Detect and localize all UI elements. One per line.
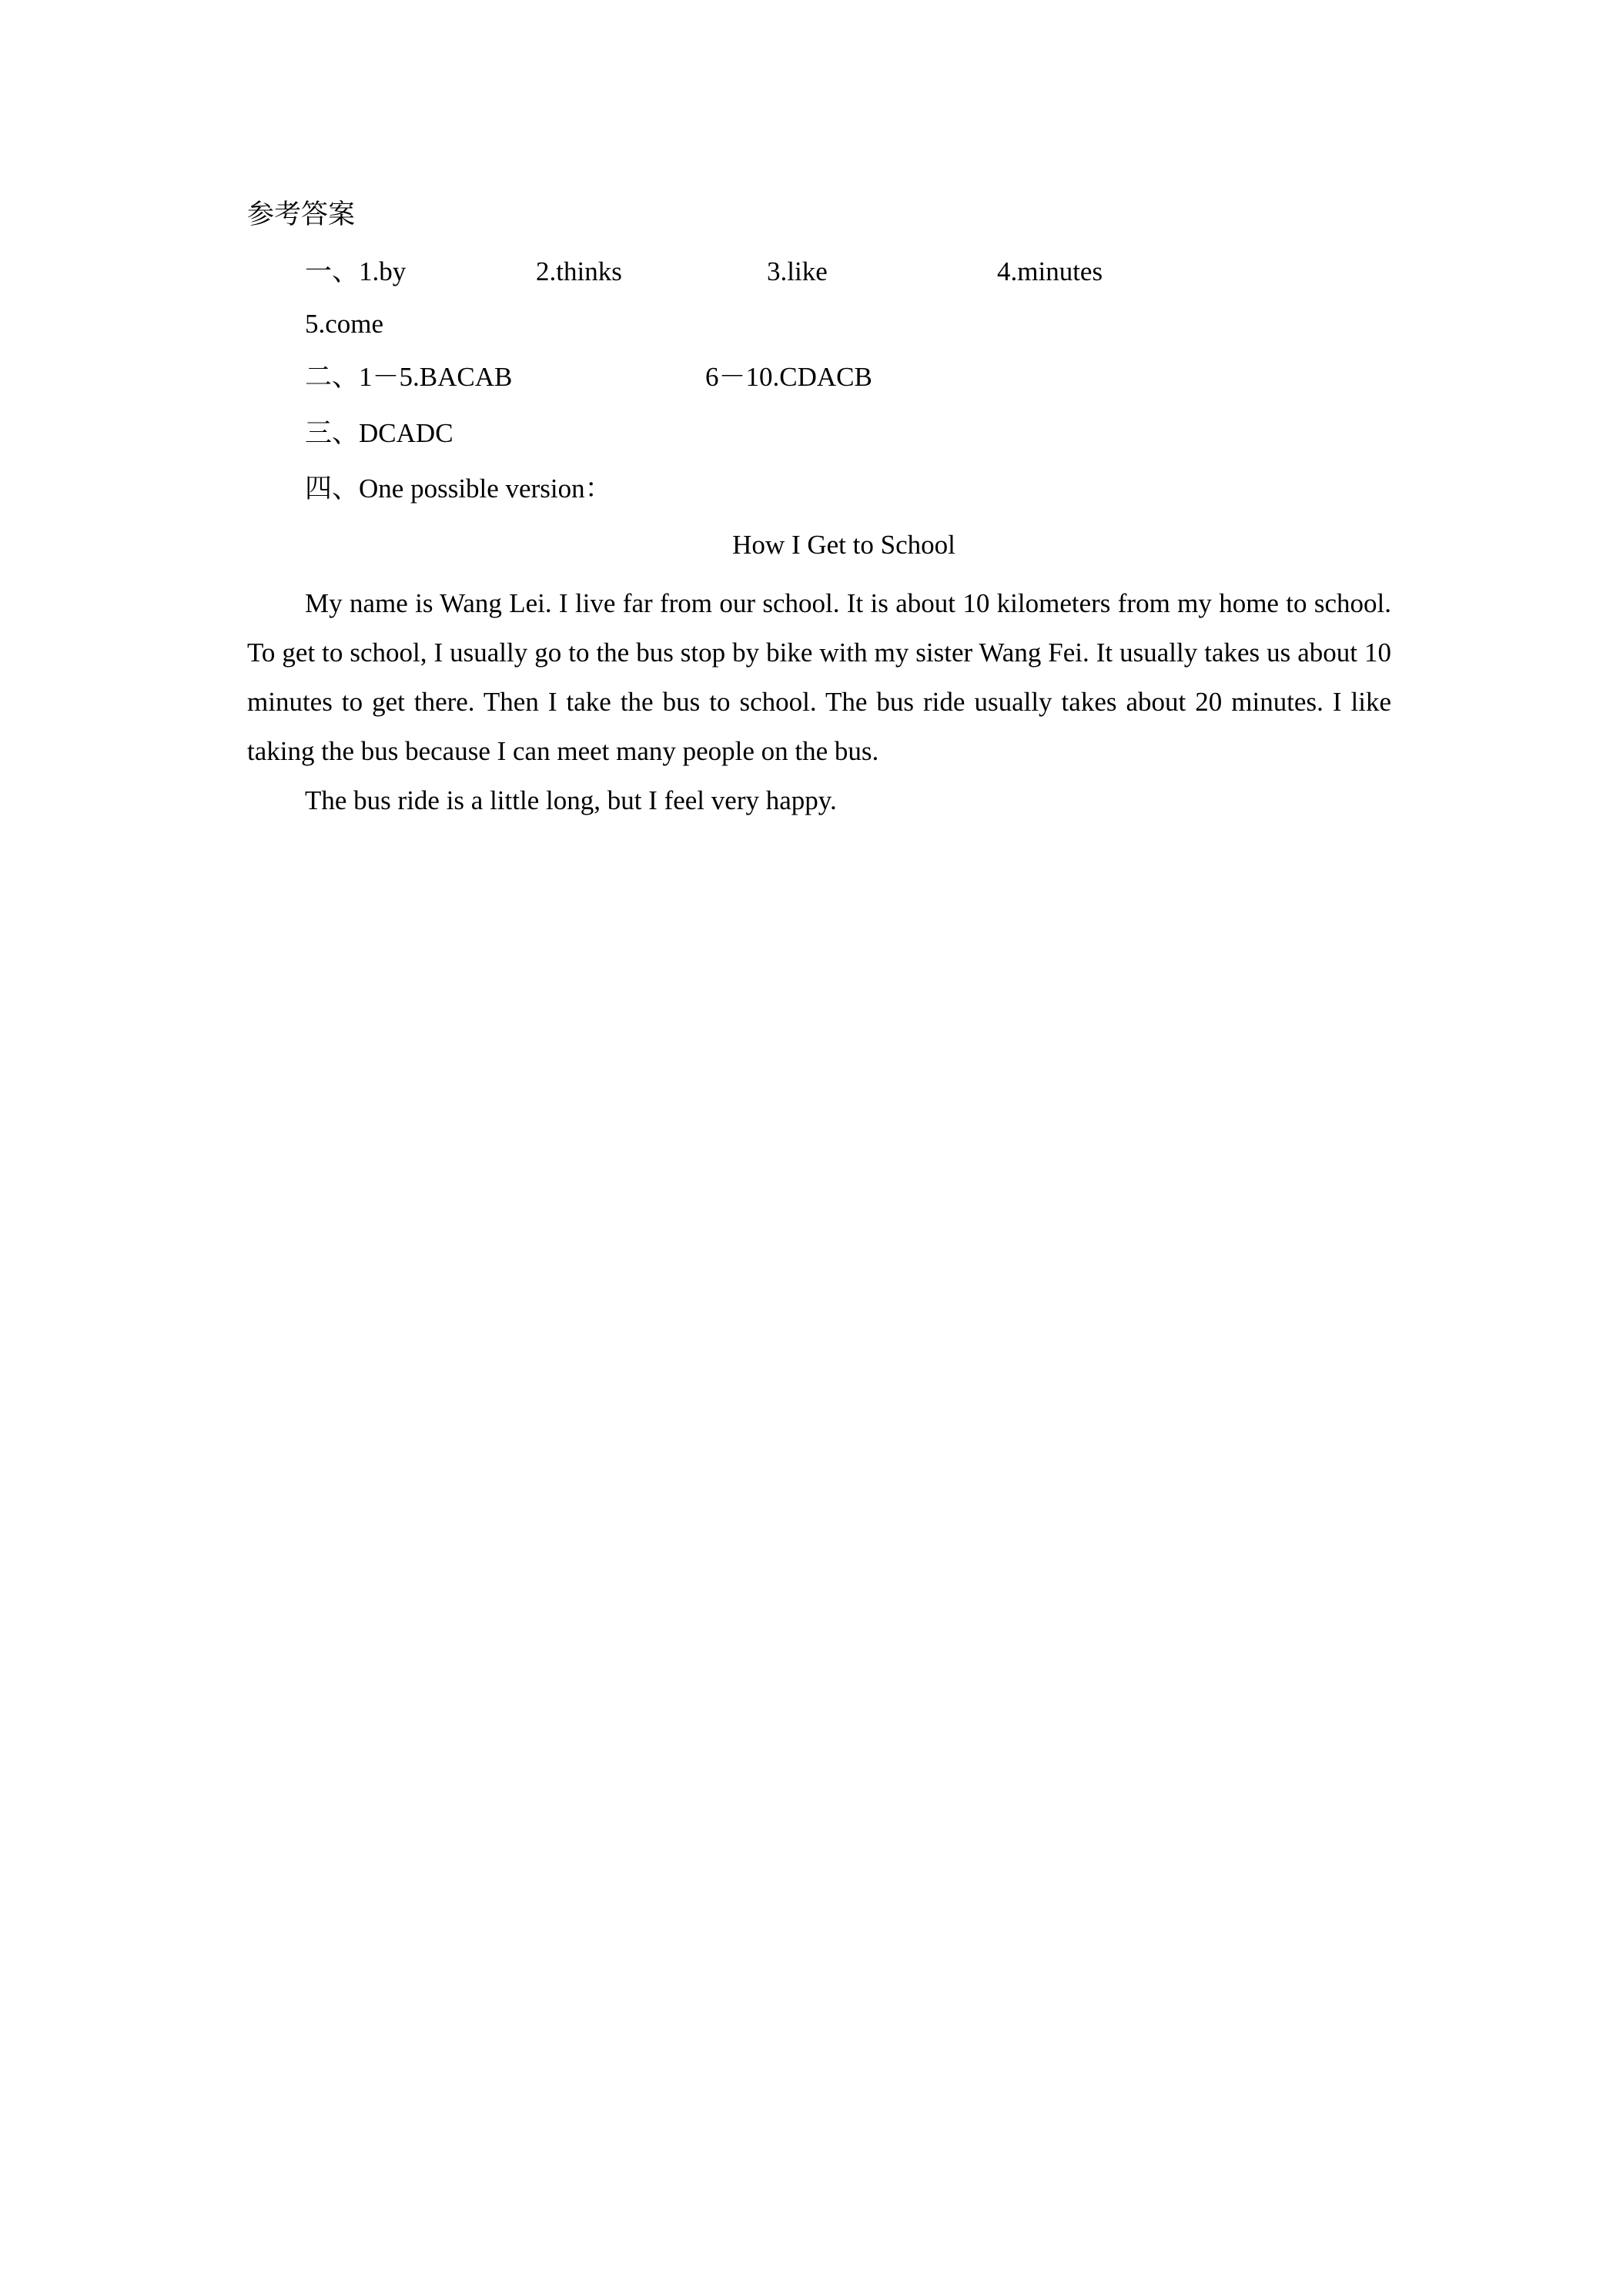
section-1-label: 一、 xyxy=(305,256,360,286)
essay-paragraph: My name is Wang Lei. I live far from our school. It is about 10 kilometers from my home to school. To get to school, I usually go to the bus stop by bike with my sister Wang Fei. It usually takes us about 10 minutes to get there. Then I take the bus to school. The bus ride usually takes about 20 minutes. I like taking the bus because I can meet many people on the bus. xyxy=(247,588,1391,766)
answer-key-heading: 参考答案 xyxy=(247,199,356,229)
answer-item: 2.thinks xyxy=(536,256,622,286)
answer-group: 6－10.CDACB xyxy=(705,362,872,392)
section-2-answers xyxy=(305,362,872,392)
essay-title: How I Get to School xyxy=(732,530,955,560)
section-3-label: 三、 xyxy=(305,418,360,448)
answer-item: 4.minutes xyxy=(997,256,1103,286)
answer-group: 1－5.BACAB xyxy=(359,362,513,392)
section-2-label: 二、 xyxy=(305,362,360,392)
section-4-intro xyxy=(305,475,612,502)
section-4-intro-text: One possible version： xyxy=(359,474,612,504)
section-4-label: 四、 xyxy=(305,474,360,504)
answer-item: 3.like xyxy=(767,256,828,286)
essay-body xyxy=(247,579,1391,825)
answer-group: DCADC xyxy=(359,418,453,448)
answer-item: 1.by xyxy=(359,256,407,286)
section-1-answers xyxy=(305,256,1103,286)
section-3-answers xyxy=(305,420,453,447)
essay-paragraph: The bus ride is a little long, but I feel very happy. xyxy=(305,785,837,815)
answer-item: 5.come xyxy=(305,309,384,339)
